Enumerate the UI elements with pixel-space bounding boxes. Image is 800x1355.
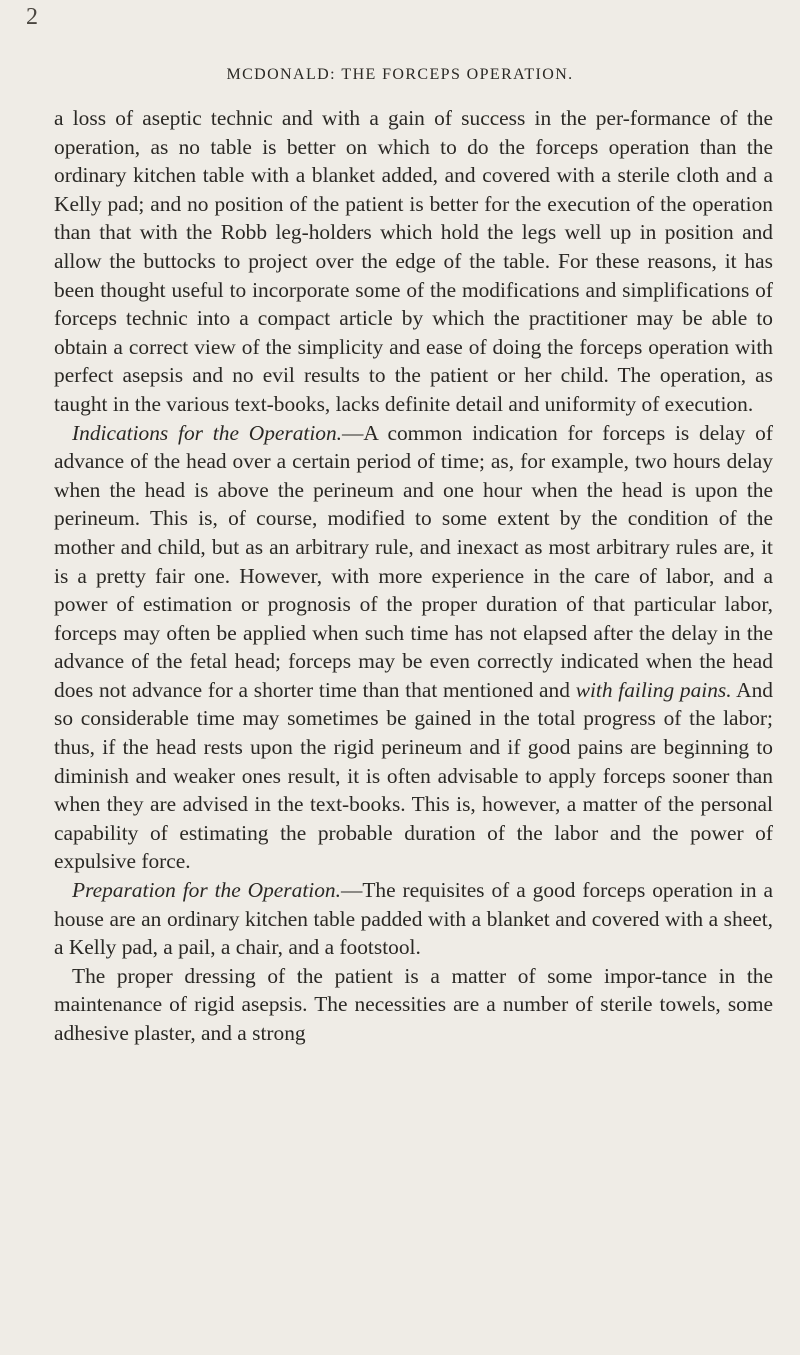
paragraph-dressing: The proper dressing of the patient is a matter of some impor-tance in the maintenance of rigid asepsis. The necessities are a number of sterile towels, some adhesive plaster, and a strong (54, 963, 773, 1045)
running-head (0, 64, 800, 84)
page-number: 2 (26, 4, 38, 30)
paragraph-indications-text-a: —A common indication for forceps is delay of advance of the head over a certain period of time; as, for example, two hours delay when the head is above the perineum and one hour when the head is upon the perineum. This is, of course, modified to some extent by the condition of the mother and child, but as an arbitrary rule, and inexact as most arbitrary rules are, it is a pretty fair one. However, with more experience in the care of labor, and a power of estimation or prognosis of the proper duration of that particular labor, forceps may often be applied when such time has not elapsed after the delay in the advance of the fetal head; forceps may be even correctly indicated when the head does not advance for a shorter time than that mentioned and (54, 420, 773, 702)
running-head-title: THE FORCEPS OPERATION. (341, 66, 574, 83)
paragraph-preparation-text: —The requisites of a good forceps operation in a house are an ordinary kitchen table padded with a blanket and covered with a sheet, a Kelly pad, a pail, a chair, and a footstool. (54, 878, 773, 960)
paragraph-indications (54, 419, 773, 877)
body-text (54, 104, 773, 1048)
running-head-author: MCDONALD: (226, 66, 336, 83)
section-heading-preparation: Preparation for the Operation. (72, 878, 341, 903)
section-heading-indications: Indications for the Operation. (72, 420, 343, 445)
paragraph-indications-text-b: And so considerable time may sometimes be gained in the total progress of the labor; thus, if the head rests upon the rigid perineum and if good pains are beginning to diminish and weaker ones result, it is often advisable to apply forceps sooner than when they are advised in the text-books. This is, however, a matter of the personal capability of estimating the probable duration of the labor and the power of expulsive force. (54, 677, 773, 874)
emphasis-failing-pains: with failing pains. (575, 677, 732, 702)
paragraph-intro: a loss of aseptic technic and with a gain of success in the per-formance of the operation, as no table is better on which to do the forceps operation than the ordinary kitchen table with a blanket added, and covered with a sterile cloth and a Kelly pad; and no position of the patient is better for the execution of the operation than that with the Robb leg-holders which hold the legs well up in position and allow the buttocks to project over the edge of the table. For these reasons, it has been thought useful to incorporate some of the modifications and simplifications of forceps technic into a compact article by which the practitioner may be able to obtain a correct view of the simplicity and ease of doing the forceps operation with perfect asepsis and no evil results to the patient or her child. The operation, as taught in the various text-books, lacks definite detail and uniformity of execution. (54, 106, 773, 416)
paragraph-preparation (54, 876, 773, 962)
